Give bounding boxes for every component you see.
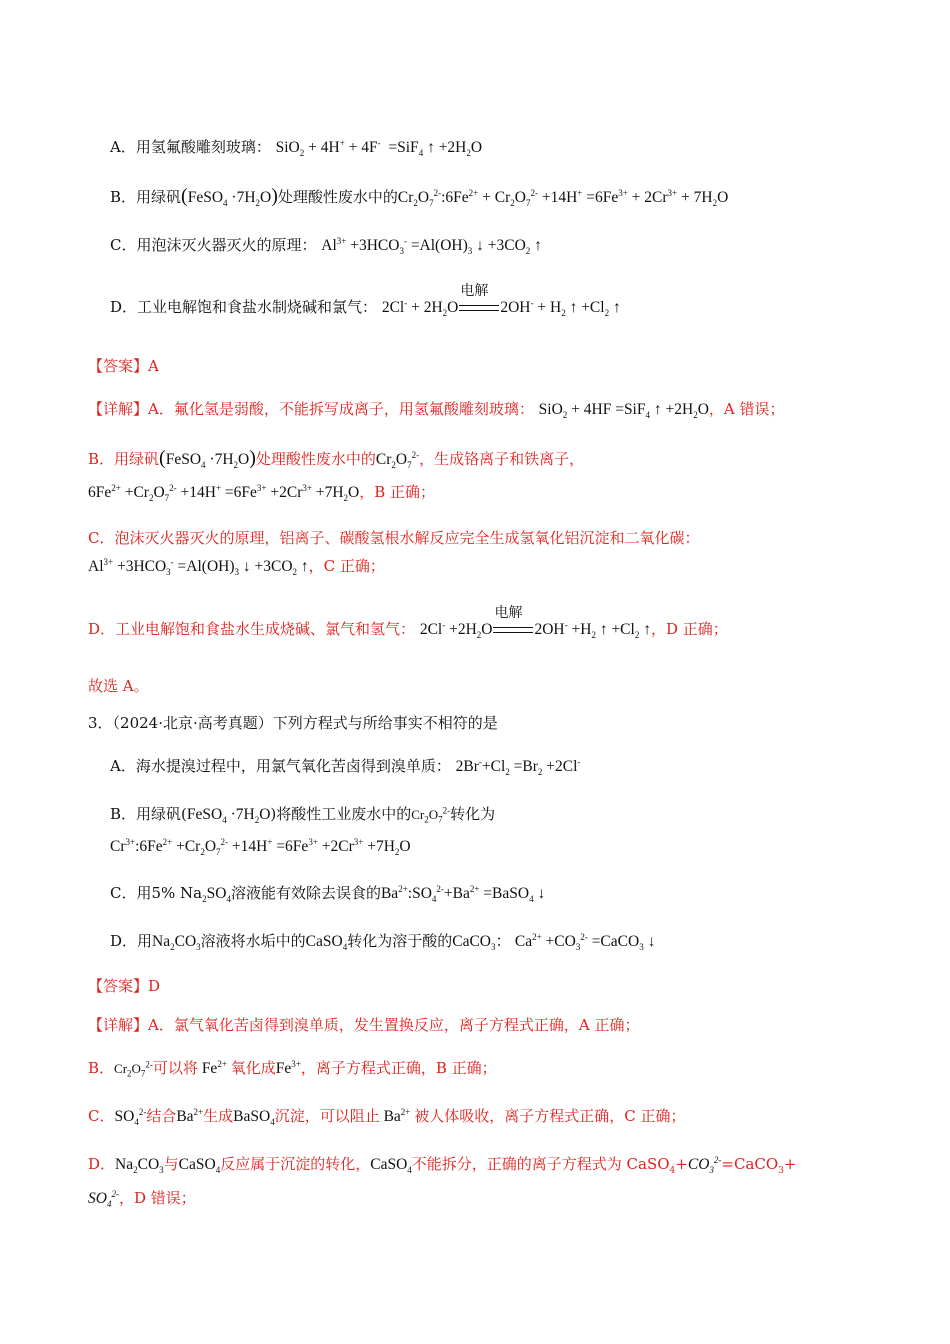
q3-option-b xyxy=(110,804,495,825)
q2-answer xyxy=(88,356,159,376)
q3-c-equation: $Ba^{2+}:SO_4^{2-}+Ba^{2+}$ =BaSO$_4$ ↓ xyxy=(380,883,546,905)
q2-option-d xyxy=(110,283,621,319)
q3-detail-c-3: 生成 xyxy=(203,1107,234,1125)
q3-detail-b-3: 氧化成 xyxy=(230,1059,276,1077)
detail-a-equation: SiO$_2$ + 4HF =SiF$_4$ ↑ $+2H_2O$ xyxy=(538,401,709,421)
q3-detail-c xyxy=(88,1106,686,1127)
q3-c-text-2: 溶液能有效除去误食的 xyxy=(230,884,381,902)
detail-d-equation: $2Cl^- +2H_2O$ 电解 $2OH^- +H_2$ ↑ $+Cl_2$ ↑ xyxy=(419,605,651,641)
option-c-text: C．用泡沫灭火器灭火的原理： xyxy=(110,236,317,254)
detail-a-tail: ，A 错误； xyxy=(708,400,785,418)
q3-detail-d-1: D． xyxy=(88,1155,116,1173)
q3-detail-c-ba: $Ba^{2+}$ xyxy=(176,1106,204,1125)
electrolysis-label: 电解 xyxy=(494,605,523,621)
q2-detail-a xyxy=(88,399,785,420)
option-b-text: B．用绿矾 xyxy=(110,188,182,206)
equation-a: SiO$_2$ + 4H+ + 4F- =SiF$_4$ ↑ $+2H_2O$ xyxy=(275,137,483,159)
detail-c-tail: ，C 正确； xyxy=(308,557,385,575)
option-b-text-2: 处理酸性废水中的 xyxy=(277,188,398,206)
q3-detail-a-text: A．氯气氧化苦卤得到溴单质，发生置换反应，离子方程式正确，A 正确； xyxy=(148,1016,640,1034)
detail-b-tail: ，B 正确； xyxy=(359,483,436,501)
q3-answer xyxy=(88,976,160,996)
answer-label: 【答案】 xyxy=(88,977,149,995)
q3-detail-d: D．$Na_2CO_3$与CaSO$_4$反应属于沉淀的转化，CaSO$_4$不能拆分，正确的离子方程式为 $CaSO_4+CO_3^{2-}=CaCO_3+$ xyxy=(88,1154,797,1176)
detail-d-tail: ，D 正确； xyxy=(650,620,728,638)
q3-detail-b-fe3: $Fe^{3+}$ xyxy=(275,1058,301,1077)
q3-detail-c-2: 结合 xyxy=(146,1107,177,1125)
q3-b-text: B．用绿矾( xyxy=(110,805,187,823)
q3-c-formula: $_2SO_4$ xyxy=(202,885,231,905)
detail-b-text-2: 处理酸性废水中的 xyxy=(255,450,376,468)
detail-b-text: B．用绿矾 xyxy=(88,450,160,468)
q3-detail-d-na2co3: $Na_2CO_3$ xyxy=(115,1156,164,1176)
q3-option-a xyxy=(110,756,580,777)
q3-d-formula-1: $Na_2CO_3$ xyxy=(152,933,201,953)
q3-detail-a xyxy=(88,1015,639,1035)
q3-detail-d-so4: $SO_4^{2-}$ xyxy=(88,1188,119,1210)
detail-label: 【详解】 xyxy=(88,1016,149,1034)
q2-detail-b xyxy=(88,448,584,470)
q3-detail-d-co3: $CO_3^{2-}$ xyxy=(687,1154,722,1176)
q3-detail-d-8: ，D 错误； xyxy=(118,1189,196,1207)
detail-b-formula: (FeSO$_4$ $\cdot 7H_2O$) xyxy=(159,447,256,471)
q3-b-text-3: 转化为 xyxy=(450,805,496,823)
q3-detail-d-2: 与 xyxy=(163,1155,179,1173)
formula-ferrous-sulfate: (FeSO$_4$ $\cdot 7H_2O$) xyxy=(181,185,278,209)
detail-d-text: D．工业电解饱和食盐水生成烧碱、氯气和氢气： xyxy=(88,620,416,638)
detail-label: 【详解】 xyxy=(88,400,149,418)
answer-label: 【答案】 xyxy=(88,357,149,375)
q3-detail-d-6: =CaCO xyxy=(721,1155,779,1173)
detail-c-text: C．泡沫灭火器灭火的原理，铝离子、碳酸氢根水解反应完全生成氢氧化铝沉淀和二氧化碳： xyxy=(88,529,700,547)
q2-option-b xyxy=(110,186,728,208)
q3-d-text: D．用 xyxy=(110,932,153,950)
q2-detail-d xyxy=(88,605,728,641)
q3-b-text-2: )将酸性工业废水中的 xyxy=(270,805,412,823)
q3-detail-c-ba-2: $Ba^{2+}$ xyxy=(379,1106,411,1125)
q3-detail-d-4: 不能拆分，正确的离子方程式为 CaSO xyxy=(411,1155,670,1173)
q3-detail-b-1: B． xyxy=(88,1059,115,1077)
option-a-text: A．用氢氟酸雕刻玻璃： xyxy=(110,138,271,156)
electrolysis-label: 电解 xyxy=(460,283,489,299)
q3-detail-b-2: 可以将 xyxy=(152,1059,198,1077)
q3-option-d xyxy=(110,931,655,952)
q3-detail-c-1: C． xyxy=(88,1107,115,1125)
equation-d: $2Cl^- + 2H_2O$ 电解 $2OH^- + H_2$ ↑ $+Cl_2$ ↑ xyxy=(381,283,621,319)
q2-option-c xyxy=(110,235,542,256)
q3-detail-d-5: + xyxy=(675,1155,688,1173)
q2-detail-b-eq xyxy=(88,482,435,503)
q3-a-text: A．海水提溴过程中，用氯气氧化苦卤得到溴单质： xyxy=(110,757,451,775)
q3-detail-c-4: 沉淀，可以阻止 xyxy=(274,1107,380,1125)
q3-c-text: C．用5% Na xyxy=(110,884,203,902)
q3-detail-c-so4: $SO_4^{2-}$ xyxy=(114,1106,147,1128)
q3-d-equation: CaCO$_3$： $Ca^{2+} +CO_3^{2-}$ =CaCO$_3$ ↓ xyxy=(452,931,656,953)
q3-detail-c-baso4: BaSO$_4$ xyxy=(233,1108,275,1128)
q2-conclusion: 故选 A。 xyxy=(88,677,149,695)
q3-option-c xyxy=(110,883,545,904)
q2-option-a xyxy=(110,137,482,158)
q3-b-equation: $Cr^{3+}:6Fe^{2+} +Cr_2O_7^{2-} +14H^+ =6Fe^{3+} +2Cr^{3+} +7H_2O$ xyxy=(110,836,411,858)
q3-b-ion: $Cr_2O_7^{2-}$ xyxy=(411,805,451,825)
q3-detail-d-7: + xyxy=(783,1155,797,1173)
detail-b-text-3: ，生成铬离子和铁离子， xyxy=(419,450,585,468)
q3-detail-b-4: ，离子方程式正确，B 正确； xyxy=(300,1059,497,1077)
q3-detail-c-5: 被人体吸收，离子方程式正确，C 正确； xyxy=(414,1107,686,1125)
q3-d-text-3: 转化为溶于酸的 xyxy=(347,932,453,950)
q3-detail-b-fe2: $Fe^{2+}$ xyxy=(197,1058,227,1077)
q3-detail-d-caso4: CaSO$_4$ xyxy=(178,1156,221,1176)
detail-b-equation: $6Fe^{2+} +Cr_2O_7^{2-} +14H^+ =6Fe^{3+} +2Cr^{3+} +7H_2O$ xyxy=(88,482,360,504)
q3-b-formula: FeSO$_4$ $\cdot 7H_2O$ xyxy=(186,806,271,826)
detail-c-equation: $Al^{3+} +3HCO_3^- =Al(OH)_3$ ↓ $+3CO_2$ ↑ xyxy=(88,556,309,578)
detail-b-ion: $Cr_2O_7^{2-}$ xyxy=(375,449,420,471)
answer-value: A xyxy=(148,357,159,375)
q3-stem: 3．（2024·北京·高考真题）下列方程式与所给事实不相符的是 xyxy=(88,714,498,732)
q3-detail-b xyxy=(88,1058,497,1079)
q3-detail-d-3: 反应属于沉淀的转化， xyxy=(220,1155,371,1173)
equation-b: $Cr_2O_7^{2-}:6Fe^{2+} + Cr_2O_7^{2-} +14H^+ =6Fe^{3+} + 2Cr^{3+} + 7H_2O$ xyxy=(397,187,729,209)
q3-detail-d-cont xyxy=(88,1188,196,1209)
q3-a-equation: $2Br^-+Cl_2 =Br_2 +2Cl^-$ xyxy=(455,756,581,778)
detail-a-text: A．氟化氢是弱酸，不能拆写成离子，用氢氟酸雕刻玻璃： xyxy=(148,400,534,418)
q3-d-text-2: 溶液将水垢中的 xyxy=(200,932,306,950)
q3-detail-d-caso4-2: CaSO$_4$ xyxy=(370,1156,412,1176)
answer-value: D xyxy=(148,977,161,995)
option-d-text: D．工业电解饱和食盐水制烧碱和氯气： xyxy=(110,298,378,316)
q3-option-b-eq xyxy=(110,836,411,857)
equation-c: $Al^{3+} +3HCO_3^- =Al(OH)_3$ ↓ $+3CO_2$ ↑ xyxy=(321,235,542,257)
q2-detail-c-eq xyxy=(88,556,385,577)
q2-detail-c xyxy=(88,528,699,548)
q3-detail-b-ion: $Cr_2O_7^{2-}$ xyxy=(114,1059,153,1079)
q3-d-formula-2: CaSO$_4$ xyxy=(305,933,348,953)
